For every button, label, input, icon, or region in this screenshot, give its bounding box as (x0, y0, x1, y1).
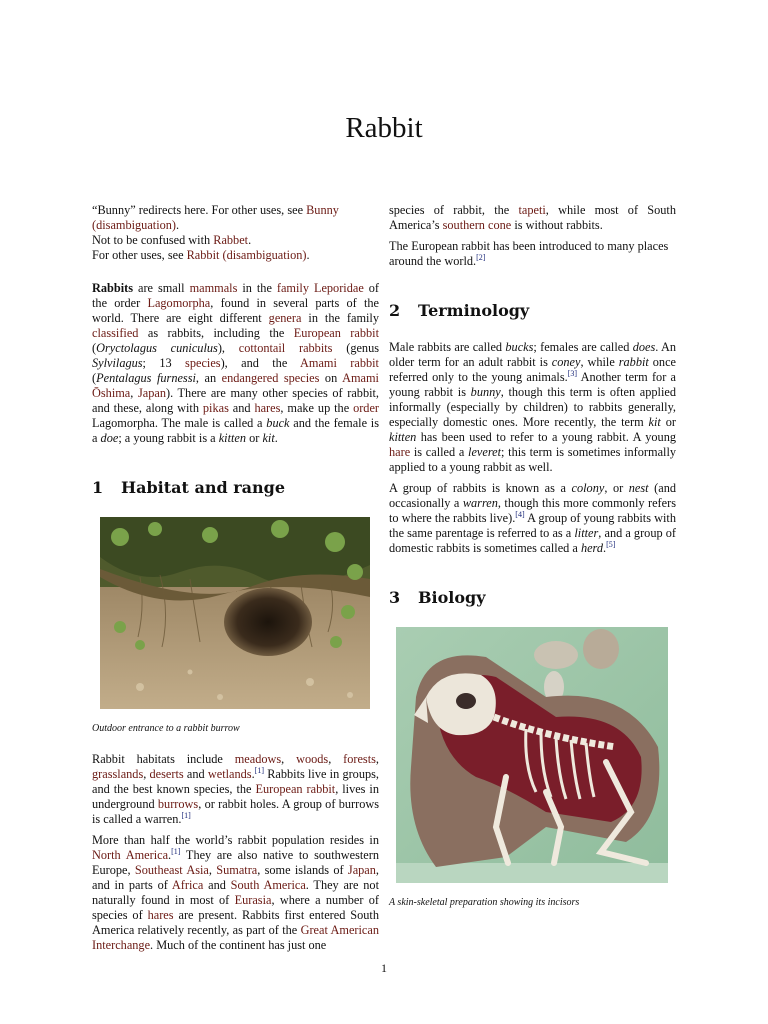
text: and (228, 401, 255, 415)
text: , (130, 386, 138, 400)
text: , make up the (280, 401, 354, 415)
citation-ref[interactable]: [4] (515, 509, 525, 519)
hatnote-text: For other uses, see (92, 248, 187, 262)
hatnotes (92, 203, 379, 263)
link-africa[interactable]: Africa (171, 878, 204, 892)
text: , or (604, 481, 629, 495)
link-grasslands[interactable]: grasslands (92, 767, 144, 781)
link-meadows[interactable]: meadows (234, 752, 282, 766)
text: , while most of South America’s (389, 203, 676, 232)
italic-text: coney (551, 355, 581, 369)
left-column (92, 203, 379, 959)
text: More than half the world’s rabbit population resides in (92, 833, 379, 847)
text: or (660, 415, 676, 429)
italic-text: nest (628, 481, 649, 495)
text: in the (237, 281, 277, 295)
italic-text: herd (580, 541, 604, 555)
italic-text: colony (571, 481, 605, 495)
text: Male rabbits are called (389, 340, 506, 354)
link-endangered-species[interactable]: endangered species (221, 371, 320, 385)
section-number: 1 (92, 478, 104, 497)
link-south-america[interactable]: South America (230, 878, 306, 892)
text: , and a group of domestic rabbits is sometimes called a (389, 526, 676, 555)
text: . They are not naturally found in most of (92, 878, 379, 907)
hatnote-text: Not to be confused with (92, 233, 214, 247)
intro-paragraph (92, 281, 379, 446)
text: in the family (301, 311, 379, 325)
italic-text: bucks (505, 340, 534, 354)
link-lagomorpha[interactable]: Lagomorpha (147, 296, 211, 310)
link-burrows[interactable]: burrows (157, 797, 199, 811)
section-title: Terminology (418, 301, 530, 320)
text: (genus (332, 341, 380, 355)
link-mammals[interactable]: mammals (189, 281, 238, 295)
hatnote-text: “Bunny” redirects here. For other uses, see (92, 203, 307, 217)
text: ). There are many other species of rabbit, and these, along with (92, 386, 379, 415)
text: ( (92, 371, 97, 385)
italic-text: warren (462, 496, 498, 510)
text: ; females are called (533, 340, 633, 354)
habitat-paragraph-3 (389, 203, 676, 233)
italic-text: kit (648, 415, 661, 429)
italic-text: litter (574, 526, 599, 540)
text: are small (133, 281, 190, 295)
link-pikas[interactable]: pikas (202, 401, 229, 415)
text: has been used to refer to a young rabbit. A young (416, 430, 676, 444)
text: , (281, 752, 297, 766)
text: , while (580, 355, 619, 369)
text: Rabbit habitats include (92, 752, 235, 766)
text: , (143, 767, 150, 781)
text: and the female is a (92, 416, 379, 445)
text: and (183, 767, 208, 781)
text: , some islands of (257, 863, 348, 877)
link-european-rabbit[interactable]: European rabbit (255, 782, 336, 796)
section-title: Biology (418, 588, 486, 607)
link-european-rabbit[interactable]: European rabbit (293, 326, 379, 340)
link-species[interactable]: species (185, 356, 221, 370)
text: Another term for a young rabbit is (389, 370, 676, 399)
text: . Much of the continent has just one (150, 938, 327, 952)
habitat-paragraph-4 (389, 239, 676, 269)
link-great-american-interchange[interactable]: Great American Interchange (92, 923, 379, 952)
link-genera[interactable]: genera (268, 311, 302, 325)
section-number: 3 (389, 588, 401, 607)
italic-text: Pentalagus furnessi (96, 371, 196, 385)
section-number: 2 (389, 301, 401, 320)
citation-ref[interactable]: [3] (567, 368, 578, 378)
text: , found in several parts of the world. There are eight different (92, 296, 379, 325)
link-rabbet[interactable]: Rabbet (213, 233, 249, 247)
text: ), (217, 341, 239, 355)
text: ; a young rabbit is a (118, 431, 219, 445)
right-column (389, 203, 676, 926)
text: A group of rabbits is known as a (389, 481, 572, 495)
citation-ref[interactable]: [1] (171, 846, 181, 856)
rabbit-burrow-photo[interactable] (100, 517, 370, 709)
text: A group of young rabbits with the same parentage is referred to as a (389, 511, 676, 540)
italic-text: kit (262, 431, 275, 445)
link-amami-oshima[interactable]: Amami Ōshima (92, 371, 379, 400)
text: ; this term is sometimes informally applied to a young rabbit as well. (389, 445, 677, 474)
link-japan[interactable]: Japan (347, 863, 376, 877)
text: is called a (410, 445, 469, 459)
text: , an (195, 371, 222, 385)
text: ; 13 (142, 356, 186, 370)
habitat-paragraph-1 (92, 752, 379, 827)
text: . (603, 541, 607, 555)
text: , or rabbit holes. A group of burrows is called a warren. (92, 797, 380, 826)
text: . (274, 431, 278, 445)
intro-bold-term: Rabbits (92, 281, 134, 295)
citation-ref[interactable]: [2] (476, 252, 486, 262)
text: , though this term is often applied informally (especially by children) to rabbits generally, especially domestic ones. More recently, the term (389, 385, 676, 429)
hatnote-text: . (306, 248, 310, 262)
link-amami-rabbit[interactable]: Amami rabbit (300, 356, 379, 370)
hatnote-text: . (248, 233, 252, 247)
text: . (251, 767, 255, 781)
hatnote-bunny (92, 203, 379, 233)
text: of the order (92, 281, 379, 310)
link-woods[interactable]: woods (296, 752, 329, 766)
link-japan[interactable]: Japan (137, 386, 166, 400)
text: . (168, 848, 172, 862)
link-hare[interactable]: hare (389, 445, 411, 459)
text: is without rabbits. (511, 218, 603, 232)
link-hares[interactable]: hares (147, 908, 174, 922)
text: They are also native to southwestern Europe, (92, 848, 379, 877)
italic-text: buck (266, 416, 290, 430)
link-southern-cone[interactable]: southern cone (442, 218, 512, 232)
text: Rabbits live in groups, and the best known species, the (92, 767, 379, 796)
italic-text: leveret (468, 445, 502, 459)
figure-caption-burrow: Outdoor entrance to a rabbit burrow (92, 723, 240, 734)
citation-ref[interactable]: [1] (254, 765, 264, 775)
link-southeast-asia[interactable]: Southeast Asia (134, 863, 209, 877)
citation-ref[interactable]: [5] (606, 539, 616, 549)
section-title: Habitat and range (121, 478, 286, 497)
link-tapeti[interactable]: tapeti (518, 203, 546, 217)
text: are present. Rabbits first entered South America relatively recently, as part of the (92, 908, 379, 937)
link-wetlands[interactable]: wetlands (207, 767, 252, 781)
text: as rabbits, including the (138, 326, 294, 340)
italic-text: bunny (470, 385, 501, 399)
link-order[interactable]: order (353, 401, 380, 415)
text: ( (92, 341, 97, 355)
terminology-paragraph-1 (389, 340, 676, 475)
text: , (328, 752, 344, 766)
link-eurasia[interactable]: Eurasia (234, 893, 272, 907)
figure-caption-skeleton: A skin-skeletal preparation showing its incisors (389, 897, 580, 908)
text: , lives in underground (92, 782, 379, 811)
figure-burrow (92, 517, 379, 736)
link-family-leporidae[interactable]: family Leporidae (276, 281, 364, 295)
section-heading-biology (389, 590, 676, 605)
italic-text: kitten (218, 431, 247, 445)
text: on (319, 371, 343, 385)
text: once referred only to the young animals. (389, 355, 676, 384)
link-bunny-disambiguation[interactable]: Bunny (disambiguation) (92, 203, 339, 232)
text: , (375, 752, 379, 766)
terminology-paragraph-2 (389, 481, 676, 556)
text: . An older term for an adult rabbit is (389, 340, 676, 369)
link-north-america[interactable]: North America (92, 848, 169, 862)
link-hares[interactable]: hares (254, 401, 281, 415)
section-heading-terminology (389, 303, 676, 318)
text: and (203, 878, 231, 892)
italic-text: does (632, 340, 656, 354)
link-classified[interactable]: classified (92, 326, 139, 340)
link-sumatra[interactable]: Sumatra (216, 863, 258, 877)
text: , where a number of species of (92, 893, 379, 922)
habitat-paragraph-2 (92, 833, 379, 953)
link-cottontail-rabbits[interactable]: cottontail rabbits (238, 341, 333, 355)
hatnote-rabbet (92, 233, 379, 248)
link-rabbit-disambiguation[interactable]: Rabbit (disambiguation) (186, 248, 307, 262)
hatnote-rabbit-disambiguation (92, 248, 379, 263)
link-deserts[interactable]: deserts (149, 767, 184, 781)
hatnote-text: . (176, 218, 180, 232)
figure-skeleton (389, 627, 676, 910)
italic-text: rabbit (618, 355, 649, 369)
text: Lagomorpha. The male is called a (92, 416, 267, 430)
section-heading-habitat (92, 480, 379, 495)
text: or (246, 431, 263, 445)
text: , though this more commonly refers to where the rabbits live). (389, 496, 676, 525)
text: , (208, 863, 217, 877)
text: The European rabbit has been introduced to many places around the world. (389, 239, 669, 268)
text: species of rabbit, the (389, 203, 519, 217)
italic-text: doe (100, 431, 119, 445)
text: , and in parts of (92, 863, 379, 892)
page-title: Rabbit (345, 112, 423, 144)
rabbit-skeleton-photo[interactable] (396, 627, 668, 883)
italic-text: Sylvilagus (92, 356, 143, 370)
page-number: 1 (381, 961, 387, 975)
citation-ref[interactable]: [1] (181, 810, 191, 820)
text: ), and the (220, 356, 301, 370)
text: (and occasionally a (389, 481, 676, 510)
italic-text: kitten (389, 430, 417, 444)
italic-text: Oryctolagus cuniculus (96, 341, 218, 355)
link-forests[interactable]: forests (343, 752, 376, 766)
